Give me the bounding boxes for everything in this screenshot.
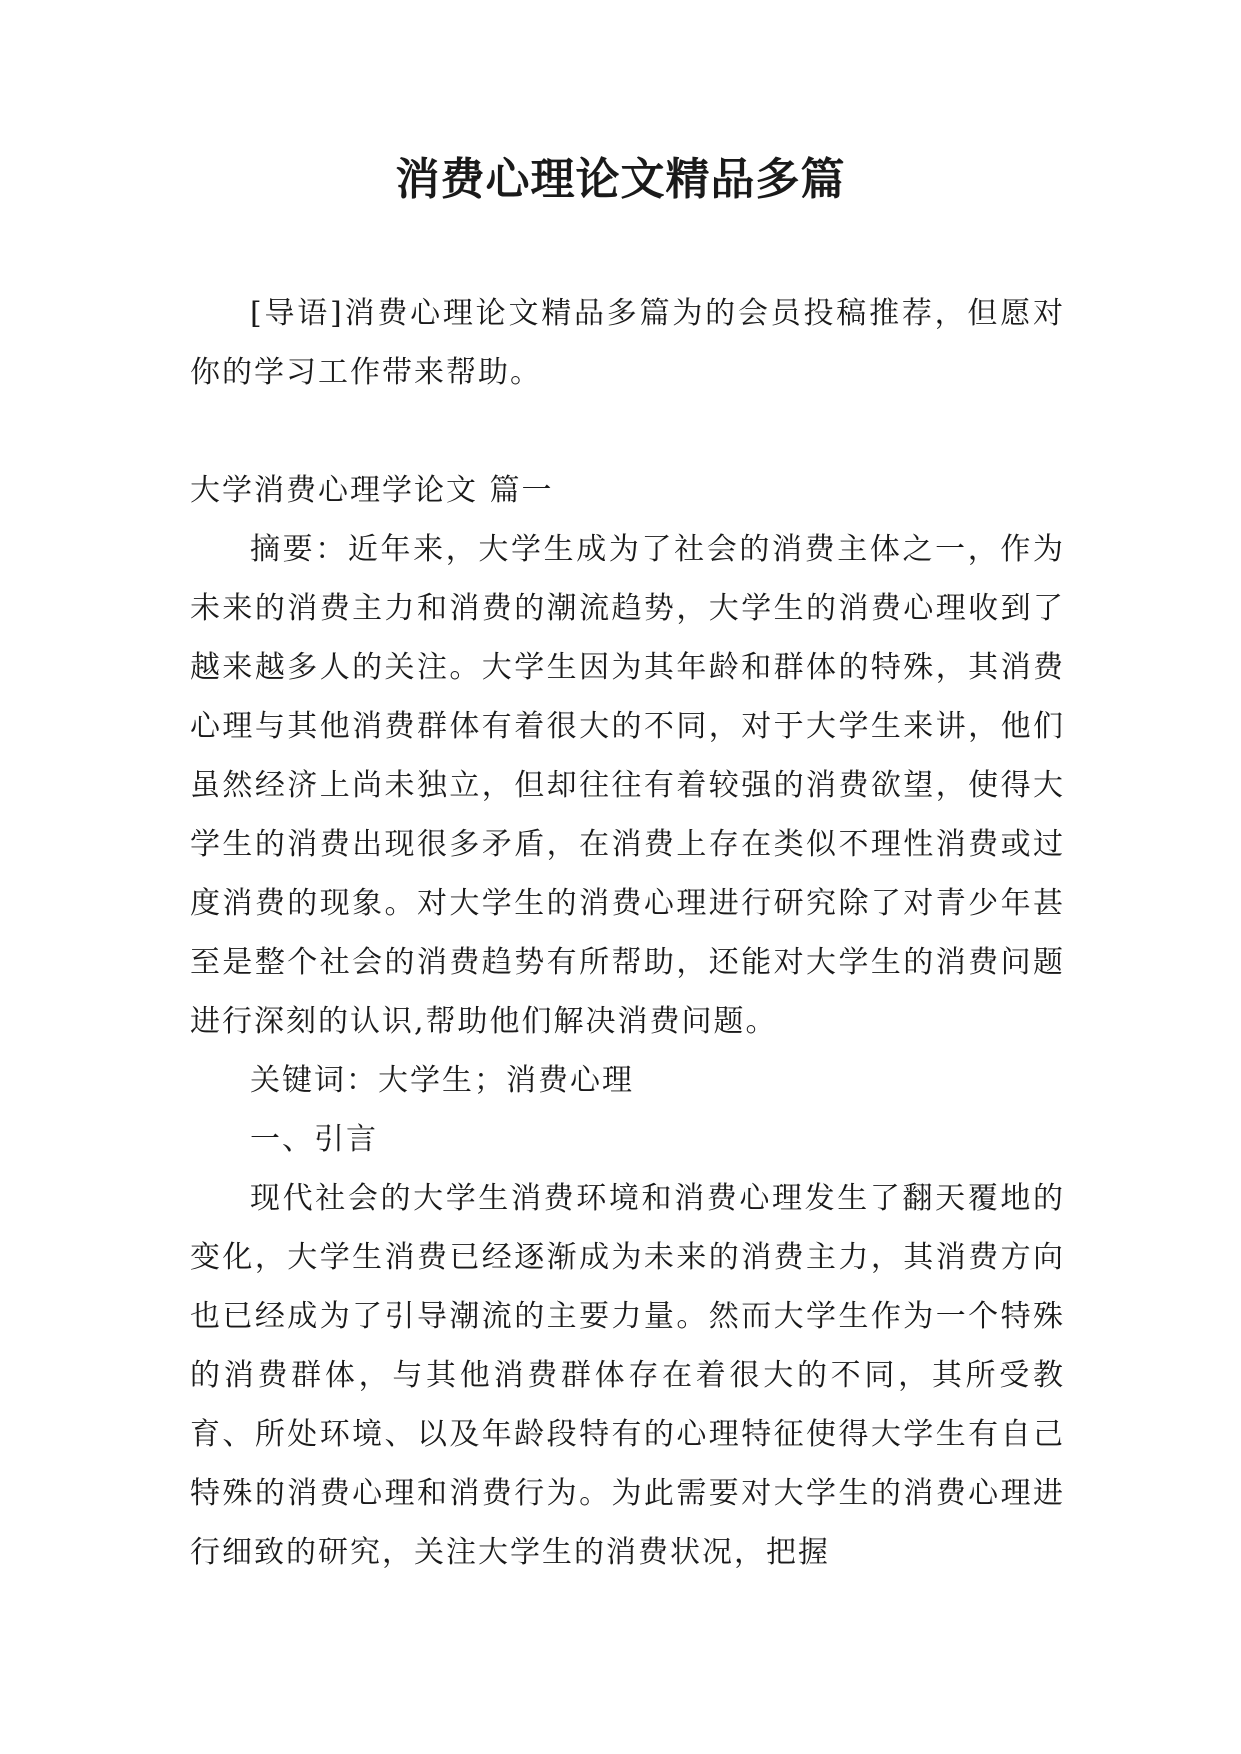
document-body [190, 284, 1065, 1582]
document-title: 消费心理论文精品多篇 [395, 154, 846, 205]
keywords-line: 关键词：大学生；消费心理 [250, 1063, 634, 1098]
abstract-paragraph: 摘要：近年来，大学生成为了社会的消费主体之一，作为未来的消费主力和消费的潮流趋势，大学生的消费心理收到了越来越多人的关注。大学生因为其年龄和群体的特殊，其消费心理与其他消费群体有着很大的不同，对于大学生来讲，他们虽然经济上尚未独立，但却往往有着较强的消费欲望，使得大学生的消费出现很多矛盾，在消费上存在类似不理性消费或过度消费的现象。对大学生的消费心理进行研究除了对青少年甚至是整个社会的消费趋势有所帮助，还能对大学生的消费问题进行深刻的认识,帮助他们解决消费问题。 [190, 532, 1065, 1039]
intro-paragraph: [导语]消费心理论文精品多篇为的会员投稿推荐，但愿对你的学习工作带来帮助。 [190, 296, 1065, 390]
section-heading: 大学消费心理学论文 篇一 [190, 473, 554, 508]
introduction-paragraph: 现代社会的大学生消费环境和消费心理发生了翻天覆地的变化，大学生消费已经逐渐成为未来的消费主力，其消费方向也已经成为了引导潮流的主要力量。然而大学生作为一个特殊的消费群体，与其他消费群体存在着很大的不同，其所受教育、所处环境、以及年龄段特有的心理特征使得大学生有自己特殊的消费心理和消费行为。为此需要对大学生的消费心理进行细致的研究，关注大学生的消费状况，把握 [190, 1181, 1065, 1570]
introduction-heading: 一、引言 [250, 1122, 378, 1157]
